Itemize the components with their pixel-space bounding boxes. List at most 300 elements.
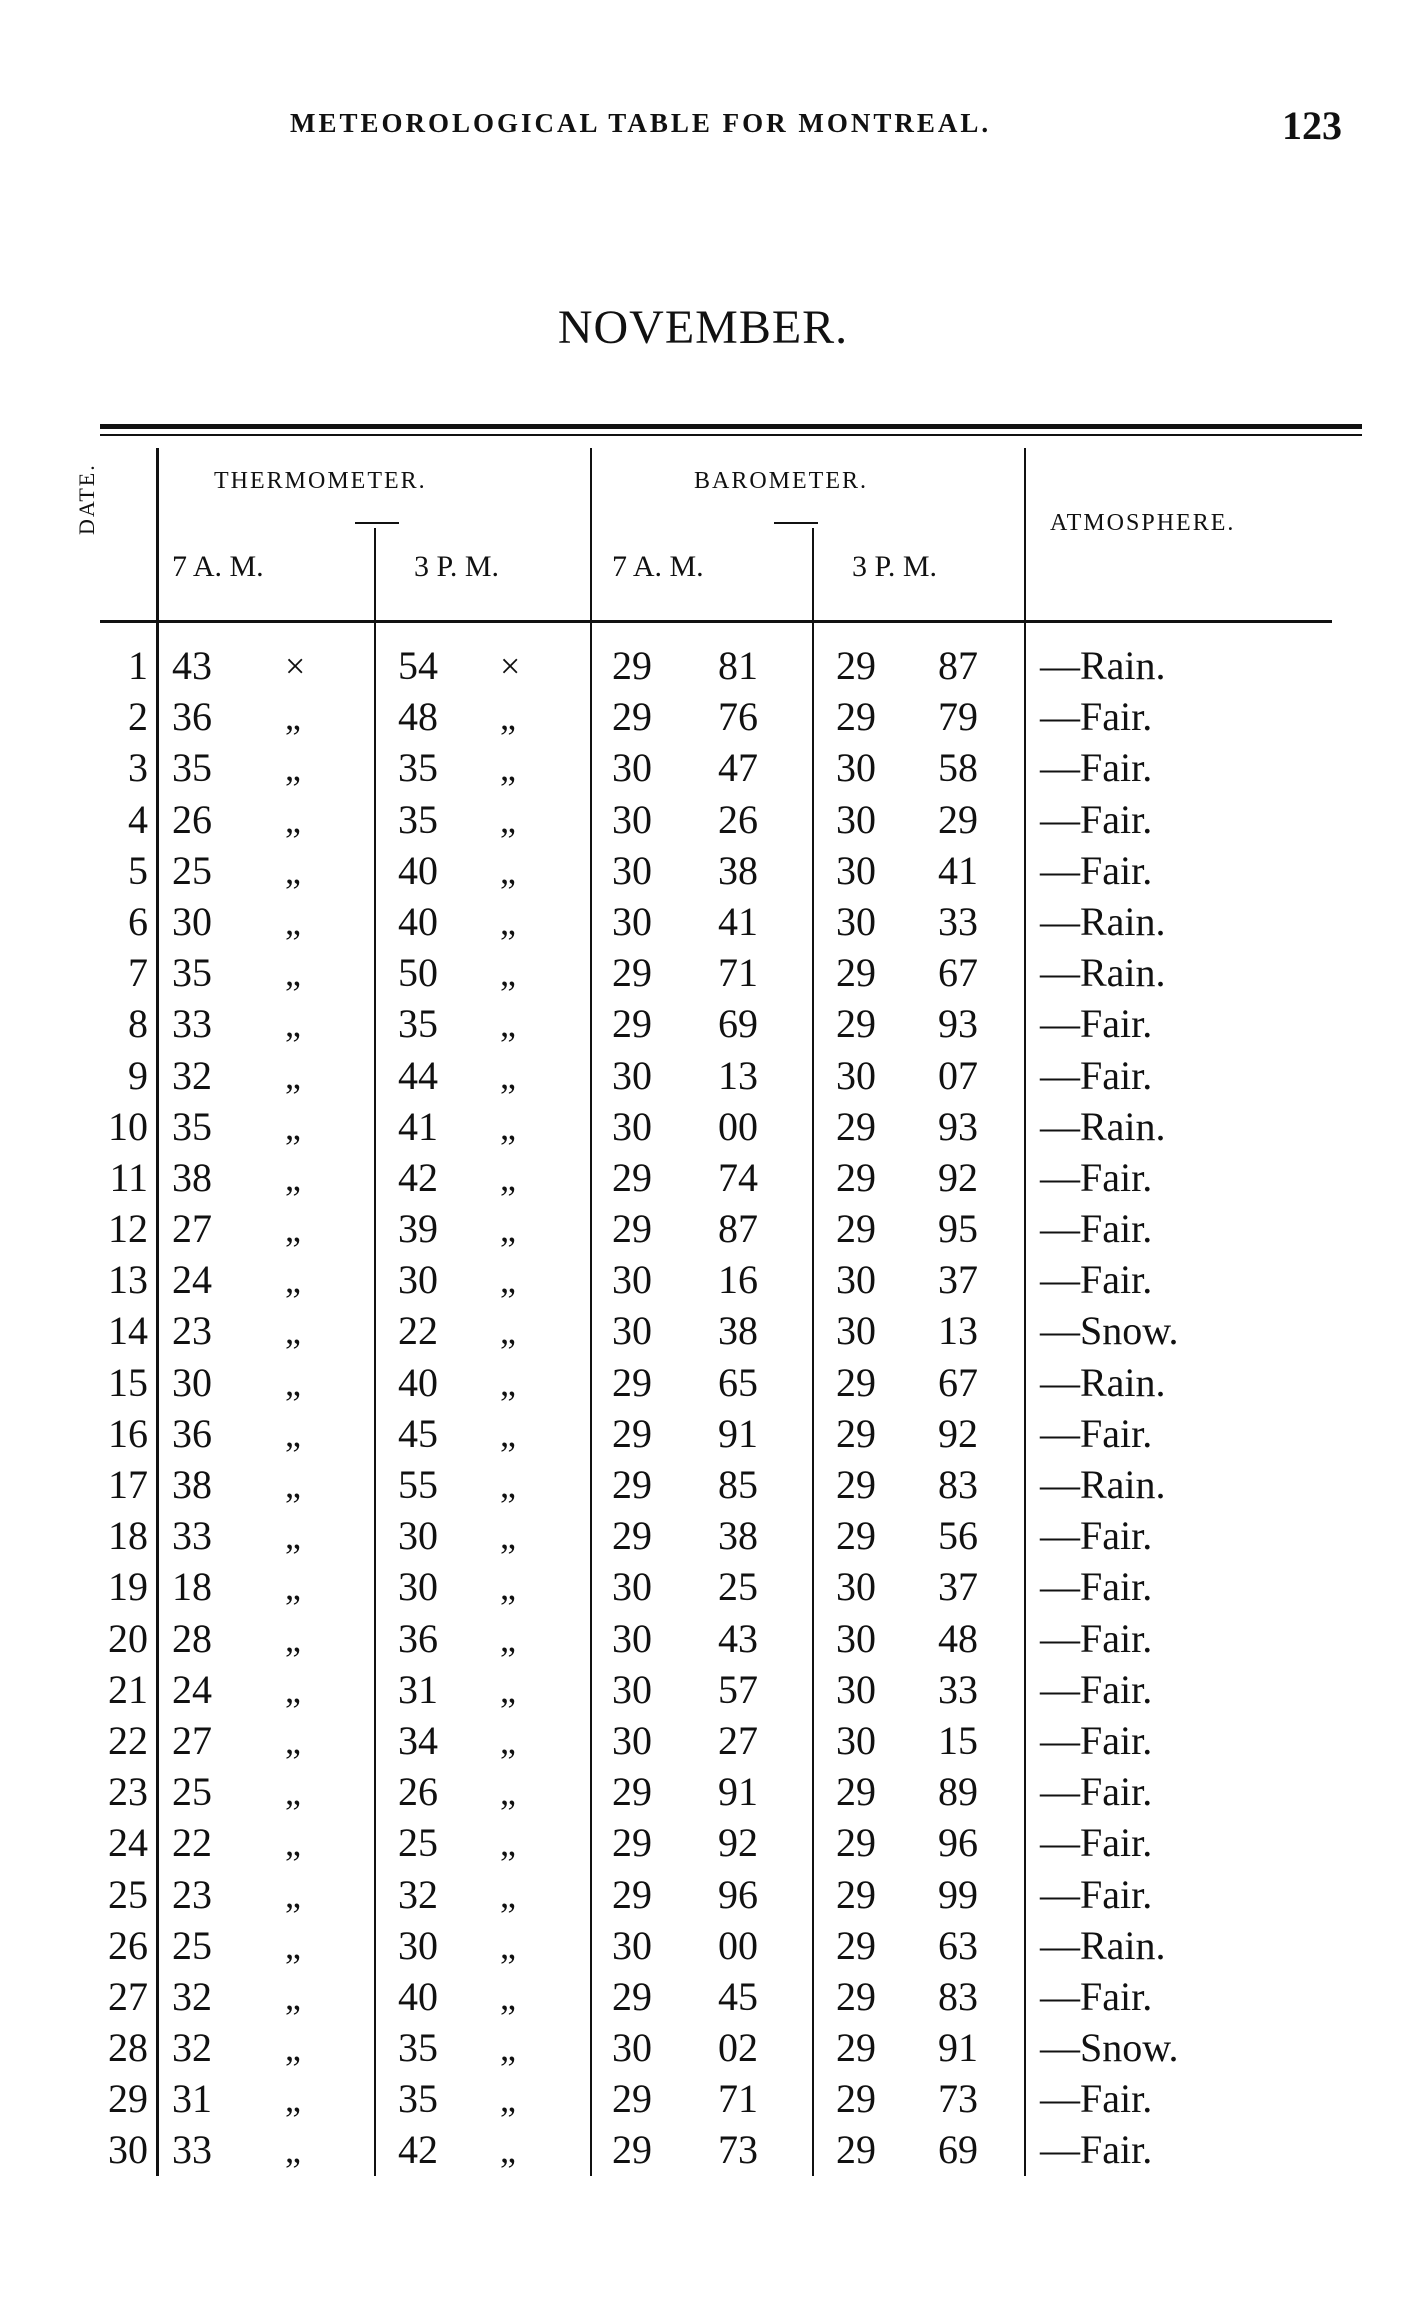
- thermometer-am-value: 38: [172, 1462, 212, 1507]
- barometer-am-inches: 29: [612, 1206, 652, 1252]
- barometer-pm-hundredths: 67: [938, 950, 978, 996]
- barometer-pm-header: 3 P. M.: [852, 550, 938, 583]
- table-row: [0, 1305, 1406, 1356]
- barometer-pm-hundredths: 58: [938, 745, 978, 791]
- barometer-pm-hundredths: 92: [938, 1154, 978, 1200]
- thermometer-am-value: 31: [172, 2076, 212, 2122]
- thermometer-am-mark: „: [285, 1618, 301, 1659]
- thermometer-pm-value: 35: [398, 2025, 438, 2071]
- atmosphere-value: —Fair.: [1040, 796, 1153, 842]
- barometer-pm-inches: 29: [836, 694, 876, 740]
- atmosphere-value: —Fair.: [1040, 847, 1153, 893]
- thermometer-am-value: 25: [172, 847, 212, 893]
- thermometer-am-value: 23: [172, 1308, 212, 1354]
- row-date: 10: [108, 1103, 148, 1149]
- barometer-pm-hundredths: 99: [938, 1871, 978, 1917]
- thermometer-pm-value: 40: [398, 847, 438, 893]
- atmosphere-value: —Fair.: [1040, 745, 1153, 791]
- table-row: [0, 1408, 1406, 1459]
- row-date: 5: [128, 847, 148, 893]
- thermometer-am-value: 27: [172, 1717, 212, 1763]
- barometer-am-hundredths: 38: [718, 1513, 758, 1559]
- thermometer-pm-value: 39: [398, 1206, 438, 1252]
- table-row: [0, 1971, 1406, 2022]
- barometer-pm-inches: 29: [836, 1871, 876, 1917]
- thermometer-pm-mark: „: [500, 1976, 516, 2017]
- barometer-am-inches: 29: [612, 1359, 652, 1405]
- barometer-pm-hundredths: 15: [938, 1717, 978, 1763]
- thermometer-am-value: 43: [172, 643, 212, 688]
- barometer-pm-inches: 29: [836, 1769, 876, 1815]
- row-date: 4: [128, 796, 148, 842]
- barometer-pm-hundredths: 89: [938, 1769, 978, 1815]
- barometer-am-inches: 30: [612, 1717, 652, 1763]
- thermometer-am-value: 25: [172, 1922, 212, 1968]
- thermometer-pm-mark: „: [500, 1823, 516, 1864]
- barometer-pm-hundredths: 37: [938, 1257, 978, 1303]
- barometer-am-hundredths: 45: [718, 1973, 758, 2019]
- atmosphere-value: —Fair.: [1040, 1769, 1153, 1815]
- table-row: [0, 2022, 1406, 2073]
- barometer-pm-inches: 29: [836, 1001, 876, 1047]
- barometer-am-inches: 30: [612, 1564, 652, 1610]
- thermometer-pm-mark: „: [500, 1720, 516, 1761]
- atmosphere-value: —Fair.: [1040, 1871, 1153, 1917]
- barometer-pm-inches: 30: [836, 1717, 876, 1763]
- thermometer-pm-mark: „: [500, 1516, 516, 1557]
- barometer-am-inches: 29: [612, 1410, 652, 1456]
- table-row: [0, 845, 1406, 896]
- top-double-rule-lower: [100, 434, 1362, 436]
- thermometer-am-mark: „: [285, 2079, 301, 2120]
- table-row: [0, 1152, 1406, 1203]
- barometer-am-hundredths: 57: [718, 1666, 758, 1712]
- thermometer-pm-mark: „: [500, 901, 516, 942]
- atmosphere-value: —Fair.: [1040, 1206, 1153, 1252]
- thermometer-am-mark: „: [285, 1874, 301, 1915]
- barometer-am-hundredths: 76: [718, 694, 758, 740]
- barometer-am-hundredths: 71: [718, 2076, 758, 2122]
- thermometer-pm-value: 40: [398, 1973, 438, 2019]
- row-date: 19: [108, 1564, 148, 1610]
- thermometer-pm-mark: „: [500, 1669, 516, 1710]
- barometer-pm-inches: 30: [836, 847, 876, 893]
- top-double-rule-upper: [100, 424, 1362, 429]
- thermometer-pm-value: 40: [398, 1359, 438, 1405]
- thermometer-am-value: 27: [172, 1206, 212, 1252]
- barometer-am-hundredths: 73: [718, 2127, 758, 2173]
- month-title: NOVEMBER.: [557, 301, 849, 354]
- date-column-header: DATE.: [74, 463, 99, 535]
- thermometer-pm-mark: „: [500, 1055, 516, 1096]
- barometer-pm-hundredths: 07: [938, 1052, 978, 1098]
- thermometer-pm-mark: „: [500, 2130, 516, 2171]
- barometer-pm-inches: 29: [836, 1973, 876, 2019]
- row-date: 21: [108, 1666, 148, 1712]
- thermometer-pm-value: 35: [398, 1001, 438, 1047]
- thermometer-am-value: 28: [172, 1615, 212, 1661]
- table-row: [0, 1459, 1406, 1510]
- barometer-pm-hundredths: 96: [938, 1820, 978, 1866]
- thermometer-am-mark: „: [285, 1106, 301, 1147]
- thermometer-am-value: 24: [172, 1666, 212, 1712]
- row-date: 26: [108, 1922, 148, 1968]
- thermometer-am-mark: „: [285, 1772, 301, 1813]
- barometer-am-inches: 29: [612, 1154, 652, 1200]
- barometer-am-header: 7 A. M.: [612, 550, 704, 583]
- barometer-pm-hundredths: 56: [938, 1513, 978, 1559]
- barometer-pm-inches: 29: [836, 1103, 876, 1149]
- thermometer-pm-value: 54: [398, 643, 438, 688]
- barometer-am-hundredths: 91: [718, 1410, 758, 1456]
- atmosphere-value: —Fair.: [1040, 1615, 1153, 1661]
- thermometer-spanner-rule: [355, 522, 399, 524]
- thermometer-pm-mark: „: [500, 697, 516, 738]
- table-row: [0, 1203, 1406, 1254]
- barometer-am-hundredths: 92: [718, 1820, 758, 1866]
- thermometer-am-mark: „: [285, 1516, 301, 1557]
- barometer-am-hundredths: 26: [718, 796, 758, 842]
- atmosphere-value: —Rain.: [1040, 1359, 1166, 1405]
- thermometer-pm-mark: „: [500, 1874, 516, 1915]
- row-date: 11: [109, 1154, 148, 1200]
- thermometer-am-value: 35: [172, 1103, 212, 1149]
- barometer-am-hundredths: 47: [718, 745, 758, 791]
- atmosphere-value: —Fair.: [1040, 2127, 1153, 2173]
- table-row: [0, 1817, 1406, 1868]
- atmosphere-header: ATMOSPHERE.: [1050, 510, 1236, 536]
- thermometer-pm-mark: „: [500, 1925, 516, 1966]
- row-date: 28: [108, 2025, 148, 2071]
- barometer-am-inches: 29: [612, 2127, 652, 2173]
- barometer-am-inches: 29: [612, 950, 652, 996]
- barometer-am-hundredths: 16: [718, 1257, 758, 1303]
- thermometer-am-value: 35: [172, 950, 212, 996]
- barometer-am-inches: 30: [612, 796, 652, 842]
- barometer-pm-hundredths: 95: [938, 1206, 978, 1252]
- table-row: [0, 1869, 1406, 1920]
- atmosphere-value: —Snow.: [1040, 2025, 1179, 2071]
- thermometer-pm-mark: „: [500, 1465, 516, 1505]
- row-date: 22: [108, 1717, 148, 1763]
- barometer-am-hundredths: 81: [718, 643, 758, 688]
- thermometer-am-value: 22: [172, 1820, 212, 1866]
- barometer-am-inches: 30: [612, 1103, 652, 1149]
- thermometer-pm-value: 50: [398, 950, 438, 996]
- barometer-pm-inches: 29: [836, 2076, 876, 2122]
- barometer-pm-inches: 30: [836, 898, 876, 944]
- atmosphere-value: —Fair.: [1040, 1820, 1153, 1866]
- barometer-am-hundredths: 00: [718, 1103, 758, 1149]
- thermometer-pm-value: 32: [398, 1871, 438, 1917]
- thermometer-am-value: 25: [172, 1769, 212, 1815]
- barometer-am-hundredths: 02: [718, 2025, 758, 2071]
- barometer-pm-hundredths: 93: [938, 1103, 978, 1149]
- thermometer-am-value: 32: [172, 1052, 212, 1098]
- thermometer-am-mark: „: [285, 1720, 301, 1761]
- running-title: METEOROLOGICAL TABLE FOR MONTREAL.: [290, 108, 992, 138]
- thermometer-am-value: 26: [172, 796, 212, 842]
- barometer-pm-hundredths: 83: [938, 1973, 978, 2019]
- thermometer-pm-value: 45: [398, 1410, 438, 1456]
- thermometer-am-mark: „: [285, 1362, 301, 1403]
- thermometer-am-mark: „: [285, 1823, 301, 1864]
- row-date: 30: [108, 2127, 148, 2173]
- table-row: [0, 742, 1406, 793]
- atmosphere-value: —Rain.: [1040, 1103, 1166, 1149]
- barometer-am-hundredths: 38: [718, 847, 758, 893]
- thermometer-am-mark: „: [285, 697, 301, 738]
- barometer-am-inches: 30: [612, 1257, 652, 1303]
- thermometer-header: THERMOMETER.: [214, 468, 427, 494]
- barometer-pm-inches: 29: [836, 1206, 876, 1252]
- barometer-pm-inches: 30: [836, 1666, 876, 1712]
- row-date: 24: [108, 1820, 148, 1866]
- table-row: [0, 2124, 1406, 2175]
- barometer-am-inches: 30: [612, 2025, 652, 2071]
- row-date: 16: [108, 1410, 148, 1456]
- thermometer-am-mark: „: [285, 1055, 301, 1096]
- row-date: 29: [108, 2076, 148, 2122]
- barometer-am-inches: 30: [612, 847, 652, 893]
- barometer-am-hundredths: 71: [718, 950, 758, 996]
- thermometer-pm-value: 40: [398, 898, 438, 944]
- page-number: 123: [1282, 103, 1342, 148]
- thermometer-am-value: 24: [172, 1257, 212, 1303]
- thermometer-pm-mark: „: [500, 1772, 516, 1813]
- thermometer-pm-mark: „: [500, 953, 516, 994]
- thermometer-am-mark: „: [285, 1260, 301, 1301]
- table-row: [0, 1510, 1406, 1561]
- barometer-am-hundredths: 85: [718, 1462, 758, 1507]
- atmosphere-value: —Fair.: [1040, 2076, 1153, 2122]
- barometer-am-inches: 30: [612, 1052, 652, 1098]
- table-row: [0, 947, 1406, 998]
- barometer-am-inches: 29: [612, 1871, 652, 1917]
- thermometer-pm-mark: „: [500, 799, 516, 840]
- atmosphere-value: —Rain.: [1040, 643, 1166, 688]
- barometer-pm-hundredths: 41: [938, 847, 978, 893]
- thermometer-am-mark: „: [285, 901, 301, 942]
- thermometer-am-mark: „: [285, 1004, 301, 1045]
- barometer-am-inches: 29: [612, 694, 652, 740]
- barometer-pm-inches: 29: [836, 1410, 876, 1456]
- thermometer-am-mark: „: [285, 1669, 301, 1710]
- atmosphere-value: —Snow.: [1040, 1308, 1179, 1354]
- barometer-header: BAROMETER.: [694, 468, 869, 494]
- atmosphere-value: —Fair.: [1040, 1973, 1153, 2019]
- table-row: [0, 1664, 1406, 1715]
- thermometer-pm-mark: „: [500, 1413, 516, 1454]
- thermometer-am-value: 18: [172, 1564, 212, 1610]
- table-row: [0, 1920, 1406, 1971]
- header-bottom-rule: [100, 620, 1332, 623]
- thermometer-pm-value: 30: [398, 1513, 438, 1559]
- table-row: [0, 1357, 1406, 1408]
- row-date: 6: [128, 898, 148, 944]
- thermometer-pm-value: 31: [398, 1666, 438, 1712]
- thermometer-pm-value: 42: [398, 2127, 438, 2173]
- thermometer-am-mark: „: [285, 1311, 301, 1352]
- barometer-pm-inches: 29: [836, 2025, 876, 2071]
- row-date: 17: [108, 1462, 148, 1507]
- thermometer-am-mark: „: [285, 799, 301, 840]
- barometer-pm-inches: 29: [836, 1154, 876, 1200]
- thermometer-am-mark: „: [285, 2028, 301, 2069]
- barometer-pm-hundredths: 13: [938, 1308, 978, 1354]
- barometer-am-inches: 30: [612, 1308, 652, 1354]
- barometer-pm-hundredths: 48: [938, 1615, 978, 1661]
- thermometer-pm-value: 35: [398, 745, 438, 791]
- thermometer-pm-mark: „: [500, 2028, 516, 2069]
- barometer-pm-inches: 30: [836, 1257, 876, 1303]
- barometer-pm-hundredths: 33: [938, 898, 978, 944]
- barometer-am-hundredths: 74: [718, 1154, 758, 1200]
- thermometer-am-value: 30: [172, 1359, 212, 1405]
- thermometer-am-mark: „: [285, 1976, 301, 2017]
- barometer-am-hundredths: 41: [718, 898, 758, 944]
- thermometer-pm-mark: „: [500, 1618, 516, 1659]
- barometer-pm-inches: 29: [836, 1513, 876, 1559]
- barometer-pm-hundredths: 29: [938, 796, 978, 842]
- thermometer-pm-mark: „: [500, 1157, 516, 1198]
- thermometer-am-mark: „: [285, 1567, 301, 1608]
- row-date: 27: [108, 1973, 148, 2019]
- atmosphere-value: —Rain.: [1040, 950, 1166, 996]
- thermometer-pm-value: 30: [398, 1257, 438, 1303]
- barometer-pm-inches: 29: [836, 950, 876, 996]
- thermometer-pm-value: 42: [398, 1154, 438, 1200]
- thermometer-pm-value: 22: [398, 1308, 438, 1354]
- thermometer-pm-mark: ×: [500, 646, 521, 686]
- thermometer-am-value: 33: [172, 1001, 212, 1047]
- barometer-pm-inches: 30: [836, 1308, 876, 1354]
- table-row: [0, 1715, 1406, 1766]
- row-date: 2: [128, 694, 148, 740]
- thermometer-am-mark: „: [285, 850, 301, 891]
- thermometer-am-value: 32: [172, 2025, 212, 2071]
- table-row: [0, 1766, 1406, 1817]
- thermometer-am-value: 36: [172, 1410, 212, 1456]
- table-row: [0, 896, 1406, 947]
- atmosphere-value: —Fair.: [1040, 1666, 1153, 1712]
- barometer-am-inches: 29: [612, 1769, 652, 1815]
- barometer-pm-hundredths: 33: [938, 1666, 978, 1712]
- thermometer-am-value: 38: [172, 1154, 212, 1200]
- thermometer-am-mark: „: [285, 953, 301, 994]
- thermometer-pm-mark: „: [500, 2079, 516, 2120]
- row-date: 23: [108, 1769, 148, 1815]
- barometer-am-hundredths: 43: [718, 1615, 758, 1661]
- thermometer-pm-mark: „: [500, 850, 516, 891]
- atmosphere-value: —Fair.: [1040, 694, 1153, 740]
- row-date: 7: [128, 950, 148, 996]
- thermometer-am-mark: „: [285, 1413, 301, 1454]
- barometer-pm-hundredths: 83: [938, 1462, 978, 1507]
- thermometer-am-mark: „: [285, 1465, 301, 1505]
- barometer-am-inches: 30: [612, 1666, 652, 1712]
- barometer-pm-inches: 29: [836, 1922, 876, 1968]
- barometer-pm-hundredths: 92: [938, 1410, 978, 1456]
- thermometer-am-mark: „: [285, 2130, 301, 2171]
- barometer-pm-hundredths: 63: [938, 1922, 978, 1968]
- barometer-pm-hundredths: 87: [938, 643, 978, 688]
- table-row: [0, 691, 1406, 742]
- table-row: [0, 794, 1406, 845]
- barometer-am-hundredths: 38: [718, 1308, 758, 1354]
- atmosphere-value: —Fair.: [1040, 1257, 1153, 1303]
- atmosphere-value: —Fair.: [1040, 1410, 1153, 1456]
- table-row: [0, 2073, 1406, 2124]
- row-date: 9: [128, 1052, 148, 1098]
- thermometer-pm-value: 30: [398, 1564, 438, 1610]
- thermometer-pm-value: 26: [398, 1769, 438, 1815]
- atmosphere-value: —Fair.: [1040, 1564, 1153, 1610]
- barometer-pm-hundredths: 69: [938, 2127, 978, 2173]
- thermometer-pm-mark: „: [500, 1260, 516, 1301]
- thermometer-pm-value: 36: [398, 1615, 438, 1661]
- row-date: 20: [108, 1615, 148, 1661]
- thermometer-pm-value: 41: [398, 1103, 438, 1149]
- barometer-am-inches: 29: [612, 1973, 652, 2019]
- barometer-am-hundredths: 25: [718, 1564, 758, 1610]
- thermometer-pm-value: 55: [398, 1462, 438, 1507]
- barometer-am-inches: 30: [612, 898, 652, 944]
- thermometer-am-value: 33: [172, 2127, 212, 2173]
- barometer-pm-inches: 30: [836, 745, 876, 791]
- row-date: 15: [108, 1359, 148, 1405]
- barometer-am-inches: 29: [612, 1513, 652, 1559]
- row-date: 3: [128, 745, 148, 791]
- barometer-am-inches: 29: [612, 2076, 652, 2122]
- thermometer-pm-mark: „: [500, 1567, 516, 1608]
- thermometer-pm-value: 35: [398, 2076, 438, 2122]
- barometer-pm-hundredths: 73: [938, 2076, 978, 2122]
- thermometer-pm-value: 35: [398, 796, 438, 842]
- barometer-pm-inches: 29: [836, 1359, 876, 1405]
- thermometer-pm-mark: „: [500, 1311, 516, 1352]
- thermometer-am-header: 7 A. M.: [172, 550, 264, 583]
- barometer-am-inches: 29: [612, 643, 652, 688]
- thermometer-am-value: 30: [172, 898, 212, 944]
- table-row: [0, 998, 1406, 1049]
- barometer-pm-inches: 29: [836, 1820, 876, 1866]
- barometer-am-inches: 29: [612, 1001, 652, 1047]
- row-date: 18: [108, 1513, 148, 1559]
- table-row: [0, 1254, 1406, 1305]
- thermometer-pm-mark: „: [500, 1106, 516, 1147]
- barometer-pm-hundredths: 79: [938, 694, 978, 740]
- row-date: 1: [128, 643, 148, 688]
- barometer-am-inches: 29: [612, 1820, 652, 1866]
- atmosphere-value: —Fair.: [1040, 1717, 1153, 1763]
- thermometer-am-value: 36: [172, 694, 212, 740]
- barometer-pm-inches: 29: [836, 643, 876, 688]
- row-date: 13: [108, 1257, 148, 1303]
- barometer-pm-hundredths: 91: [938, 2025, 978, 2071]
- barometer-pm-inches: 29: [836, 1462, 876, 1507]
- barometer-am-inches: 30: [612, 1922, 652, 1968]
- thermometer-pm-value: 48: [398, 694, 438, 740]
- thermometer-pm-header: 3 P. M.: [414, 550, 500, 583]
- barometer-pm-inches: 30: [836, 1052, 876, 1098]
- atmosphere-value: —Fair.: [1040, 1052, 1153, 1098]
- barometer-pm-hundredths: 93: [938, 1001, 978, 1047]
- thermometer-am-value: 23: [172, 1871, 212, 1917]
- barometer-am-hundredths: 96: [718, 1871, 758, 1917]
- barometer-am-inches: 29: [612, 1462, 652, 1507]
- barometer-spanner-rule: [774, 522, 818, 524]
